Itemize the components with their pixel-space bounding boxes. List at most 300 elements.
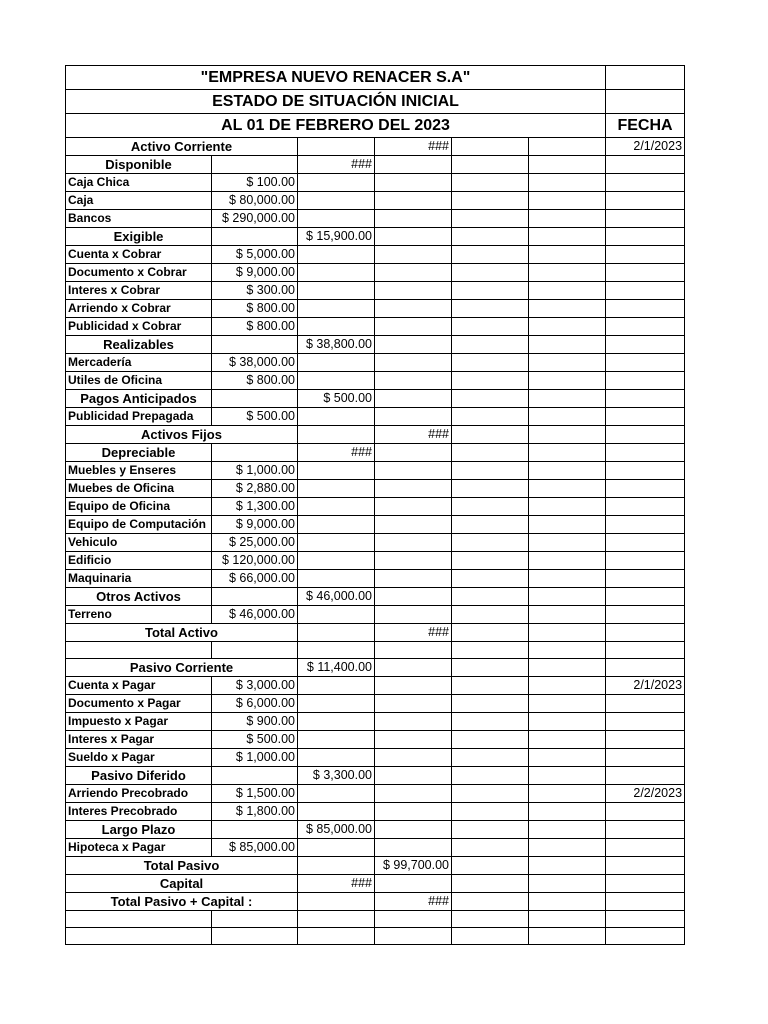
account-amount: $ 300.00: [212, 282, 298, 300]
empty-cell: [452, 695, 529, 713]
fecha-label: FECHA: [606, 114, 685, 138]
table-row: [66, 875, 685, 893]
empty-cell: [298, 695, 375, 713]
account-amount: $ 2,880.00: [212, 480, 298, 498]
empty-cell: [529, 336, 606, 354]
empty-cell: [606, 174, 685, 192]
account-name: Publicidad Prepagada: [66, 408, 212, 426]
title-empty-cell: [606, 66, 685, 90]
empty-cell: [606, 426, 685, 444]
empty-cell: [529, 552, 606, 570]
empty-cell: [375, 928, 452, 945]
account-amount: $ 80,000.00: [212, 192, 298, 210]
empty-cell: [298, 426, 375, 444]
table-row: [66, 156, 685, 174]
account-name: Cuenta x Pagar: [66, 677, 212, 695]
empty-cell: [452, 444, 529, 462]
empty-cell: [298, 749, 375, 767]
empty-cell: [375, 282, 452, 300]
empty-cell: [298, 516, 375, 534]
empty-cell: [452, 534, 529, 552]
subtotal-amount: $ 3,300.00: [298, 767, 375, 785]
empty-cell: [606, 606, 685, 624]
table-row: [66, 713, 685, 731]
empty-cell: [606, 408, 685, 426]
title-row-statement: [66, 90, 685, 114]
table-row: [66, 839, 685, 857]
table-row: [66, 174, 685, 192]
balance-table: [65, 65, 685, 945]
subtotal-amount: $ 15,900.00: [298, 228, 375, 246]
account-name: Edificio: [66, 552, 212, 570]
empty-cell: [375, 606, 452, 624]
empty-cell: [375, 570, 452, 588]
account-name: Impuesto x Pagar: [66, 713, 212, 731]
empty-cell: [298, 318, 375, 336]
empty-cell: [375, 480, 452, 498]
empty-cell: [375, 659, 452, 677]
empty-cell: [212, 767, 298, 785]
empty-cell: [375, 156, 452, 174]
empty-cell: [529, 138, 606, 156]
empty-cell: [606, 444, 685, 462]
account-amount: $ 46,000.00: [212, 606, 298, 624]
empty-cell: [529, 713, 606, 731]
table-row: [66, 390, 685, 408]
empty-cell: [452, 426, 529, 444]
empty-cell: [606, 156, 685, 174]
account-name: Muebes de Oficina: [66, 480, 212, 498]
empty-cell: [298, 174, 375, 192]
empty-cell: [529, 731, 606, 749]
account-amount: $ 1,000.00: [212, 462, 298, 480]
empty-cell: [606, 534, 685, 552]
empty-cell: [298, 803, 375, 821]
title-row-date: [66, 114, 685, 138]
section-heading: Activos Fijos: [66, 426, 298, 444]
empty-cell: [66, 642, 212, 659]
account-amount: $ 38,000.00: [212, 354, 298, 372]
empty-cell: [375, 354, 452, 372]
table-row: [66, 821, 685, 839]
empty-cell: [529, 749, 606, 767]
date-cell: 2/1/2023: [606, 138, 685, 156]
account-name: Sueldo x Pagar: [66, 749, 212, 767]
table-row: [66, 911, 685, 928]
empty-cell: [452, 192, 529, 210]
account-name: Interes x Cobrar: [66, 282, 212, 300]
empty-cell: [375, 677, 452, 695]
empty-cell: [529, 624, 606, 642]
empty-cell: [452, 911, 529, 928]
empty-cell: [452, 731, 529, 749]
empty-cell: [298, 192, 375, 210]
account-name: Equipo de Computación: [66, 516, 212, 534]
empty-cell: [606, 821, 685, 839]
account-name: Publicidad x Cobrar: [66, 318, 212, 336]
table-row: [66, 138, 685, 156]
empty-cell: [212, 390, 298, 408]
empty-cell: [375, 731, 452, 749]
subgroup-heading: Exigible: [66, 228, 212, 246]
table-row: [66, 928, 685, 945]
account-name: Utiles de Oficina: [66, 372, 212, 390]
empty-cell: [452, 246, 529, 264]
empty-cell: [452, 354, 529, 372]
empty-cell: [606, 803, 685, 821]
empty-cell: [452, 857, 529, 875]
empty-cell: [452, 893, 529, 911]
empty-cell: [452, 372, 529, 390]
empty-cell: [529, 767, 606, 785]
empty-cell: [606, 642, 685, 659]
table-row: [66, 534, 685, 552]
empty-cell: [452, 480, 529, 498]
empty-cell: [298, 911, 375, 928]
empty-cell: [529, 570, 606, 588]
company-name: "EMPRESA NUEVO RENACER S.A": [66, 66, 606, 90]
account-amount: $ 100.00: [212, 174, 298, 192]
table-row: [66, 444, 685, 462]
date-cell: 2/1/2023: [606, 677, 685, 695]
subtotal-amount: $ 500.00: [298, 390, 375, 408]
empty-cell: [529, 264, 606, 282]
section-heading: Total Pasivo: [66, 857, 298, 875]
account-amount: $ 500.00: [212, 731, 298, 749]
table-row: [66, 300, 685, 318]
empty-cell: [298, 408, 375, 426]
account-amount: $ 9,000.00: [212, 264, 298, 282]
empty-cell: [212, 228, 298, 246]
empty-cell: [298, 138, 375, 156]
empty-cell: [212, 444, 298, 462]
table-row: [66, 462, 685, 480]
empty-cell: [298, 246, 375, 264]
empty-cell: [298, 839, 375, 857]
account-name: Caja Chica: [66, 174, 212, 192]
empty-cell: [529, 893, 606, 911]
empty-cell: [606, 928, 685, 945]
empty-cell: [375, 300, 452, 318]
empty-cell: [529, 677, 606, 695]
empty-cell: [212, 588, 298, 606]
table-row: [66, 785, 685, 803]
empty-cell: [298, 498, 375, 516]
table-row: [66, 480, 685, 498]
table-row: [66, 767, 685, 785]
table-row: [66, 318, 685, 336]
empty-cell: [452, 552, 529, 570]
subgroup-heading: Pagos Anticipados: [66, 390, 212, 408]
account-amount: $ 6,000.00: [212, 695, 298, 713]
empty-cell: [529, 498, 606, 516]
date-cell: 2/2/2023: [606, 785, 685, 803]
empty-cell: [452, 624, 529, 642]
subgroup-heading: Disponible: [66, 156, 212, 174]
empty-cell: [375, 821, 452, 839]
empty-cell: [529, 156, 606, 174]
account-name: Interes Precobrado: [66, 803, 212, 821]
empty-cell: [529, 642, 606, 659]
subtotal-amount: $ 85,000.00: [298, 821, 375, 839]
empty-cell: [66, 928, 212, 945]
table-row: [66, 570, 685, 588]
empty-cell: [298, 480, 375, 498]
subtotal-amount: $ 46,000.00: [298, 588, 375, 606]
empty-cell: [375, 642, 452, 659]
account-amount: $ 66,000.00: [212, 570, 298, 588]
empty-cell: [375, 767, 452, 785]
table-row: [66, 695, 685, 713]
empty-cell: [529, 192, 606, 210]
empty-cell: [529, 444, 606, 462]
account-name: Documento x Cobrar: [66, 264, 212, 282]
section-heading: Capital: [66, 875, 298, 893]
balance-sheet: [65, 65, 684, 945]
empty-cell: [375, 210, 452, 228]
empty-cell: [606, 516, 685, 534]
empty-cell: [212, 336, 298, 354]
table-row: [66, 893, 685, 911]
empty-cell: [375, 246, 452, 264]
empty-cell: [606, 570, 685, 588]
account-amount: $ 120,000.00: [212, 552, 298, 570]
empty-cell: [529, 857, 606, 875]
empty-cell: [375, 192, 452, 210]
subtotal-amount: $ 11,400.00: [298, 659, 375, 677]
subtotal-amount: ###: [298, 444, 375, 462]
empty-cell: [298, 570, 375, 588]
empty-cell: [212, 156, 298, 174]
empty-cell: [375, 713, 452, 731]
empty-cell: [375, 875, 452, 893]
total-amount: ###: [375, 138, 452, 156]
empty-cell: [529, 174, 606, 192]
account-name: Arriendo x Cobrar: [66, 300, 212, 318]
account-name: Bancos: [66, 210, 212, 228]
empty-cell: [606, 480, 685, 498]
total-amount: ###: [375, 893, 452, 911]
empty-cell: [452, 588, 529, 606]
account-name: Vehiculo: [66, 534, 212, 552]
empty-cell: [452, 659, 529, 677]
total-amount: ###: [375, 624, 452, 642]
empty-cell: [529, 911, 606, 928]
empty-cell: [375, 695, 452, 713]
empty-cell: [606, 875, 685, 893]
section-heading: Total Activo: [66, 624, 298, 642]
account-name: Terreno: [66, 606, 212, 624]
table-row: [66, 408, 685, 426]
empty-cell: [606, 624, 685, 642]
empty-cell: [606, 354, 685, 372]
empty-cell: [606, 839, 685, 857]
empty-cell: [212, 821, 298, 839]
empty-cell: [452, 282, 529, 300]
empty-cell: [375, 498, 452, 516]
table-row: [66, 516, 685, 534]
empty-cell: [529, 928, 606, 945]
empty-cell: [529, 480, 606, 498]
account-amount: $ 800.00: [212, 372, 298, 390]
empty-cell: [452, 839, 529, 857]
account-name: Muebles y Enseres: [66, 462, 212, 480]
total-amount: ###: [375, 426, 452, 444]
empty-cell: [375, 444, 452, 462]
empty-cell: [212, 642, 298, 659]
empty-cell: [452, 516, 529, 534]
table-row: [66, 282, 685, 300]
empty-cell: [375, 588, 452, 606]
subtotal-amount: $ 38,800.00: [298, 336, 375, 354]
empty-cell: [606, 282, 685, 300]
empty-cell: [529, 408, 606, 426]
statement-title: ESTADO DE SITUACIÓN INICIAL: [66, 90, 606, 114]
account-name: Arriendo Precobrado: [66, 785, 212, 803]
table-row: [66, 857, 685, 875]
table-row: [66, 659, 685, 677]
account-amount: $ 85,000.00: [212, 839, 298, 857]
empty-cell: [452, 138, 529, 156]
table-row: [66, 372, 685, 390]
empty-cell: [452, 174, 529, 192]
table-row: [66, 552, 685, 570]
empty-cell: [606, 695, 685, 713]
empty-cell: [529, 785, 606, 803]
empty-cell: [452, 785, 529, 803]
empty-cell: [298, 372, 375, 390]
empty-cell: [452, 318, 529, 336]
empty-cell: [529, 839, 606, 857]
empty-cell: [606, 911, 685, 928]
account-amount: $ 800.00: [212, 318, 298, 336]
table-row: [66, 426, 685, 444]
empty-cell: [452, 821, 529, 839]
account-amount: $ 1,500.00: [212, 785, 298, 803]
account-amount: $ 25,000.00: [212, 534, 298, 552]
empty-cell: [606, 713, 685, 731]
empty-cell: [298, 354, 375, 372]
account-name: Mercadería: [66, 354, 212, 372]
empty-cell: [529, 462, 606, 480]
empty-cell: [529, 516, 606, 534]
empty-cell: [298, 552, 375, 570]
table-row: [66, 606, 685, 624]
account-amount: $ 1,300.00: [212, 498, 298, 516]
empty-cell: [298, 731, 375, 749]
empty-cell: [529, 695, 606, 713]
empty-cell: [452, 264, 529, 282]
table-row: [66, 803, 685, 821]
empty-cell: [452, 875, 529, 893]
empty-cell: [298, 785, 375, 803]
account-name: Equipo de Oficina: [66, 498, 212, 516]
empty-cell: [452, 928, 529, 945]
empty-cell: [606, 857, 685, 875]
table-row: [66, 677, 685, 695]
empty-cell: [529, 426, 606, 444]
section-heading: Activo Corriente: [66, 138, 298, 156]
empty-cell: [452, 749, 529, 767]
empty-cell: [298, 857, 375, 875]
subgroup-heading: Depreciable: [66, 444, 212, 462]
empty-cell: [375, 336, 452, 354]
subgroup-heading: Pasivo Diferido: [66, 767, 212, 785]
empty-cell: [606, 659, 685, 677]
empty-cell: [529, 228, 606, 246]
empty-cell: [606, 893, 685, 911]
empty-cell: [529, 803, 606, 821]
account-amount: $ 800.00: [212, 300, 298, 318]
empty-cell: [606, 228, 685, 246]
empty-cell: [375, 264, 452, 282]
empty-cell: [606, 210, 685, 228]
empty-cell: [529, 354, 606, 372]
empty-cell: [529, 246, 606, 264]
empty-cell: [375, 534, 452, 552]
empty-cell: [375, 803, 452, 821]
empty-cell: [606, 749, 685, 767]
table-row: [66, 192, 685, 210]
table-row: [66, 731, 685, 749]
account-amount: $ 290,000.00: [212, 210, 298, 228]
empty-cell: [298, 282, 375, 300]
empty-cell: [606, 192, 685, 210]
empty-cell: [529, 372, 606, 390]
empty-cell: [606, 318, 685, 336]
account-name: Cuenta x Cobrar: [66, 246, 212, 264]
empty-cell: [529, 821, 606, 839]
table-row: [66, 588, 685, 606]
empty-cell: [606, 264, 685, 282]
empty-cell: [298, 928, 375, 945]
empty-cell: [298, 642, 375, 659]
account-amount: $ 5,000.00: [212, 246, 298, 264]
empty-cell: [375, 318, 452, 336]
empty-cell: [375, 228, 452, 246]
empty-cell: [375, 408, 452, 426]
empty-cell: [452, 803, 529, 821]
empty-cell: [529, 282, 606, 300]
subtotal-amount: ###: [298, 875, 375, 893]
empty-cell: [606, 767, 685, 785]
table-row: [66, 354, 685, 372]
empty-cell: [298, 713, 375, 731]
empty-cell: [452, 713, 529, 731]
table-row: [66, 642, 685, 659]
table-row: [66, 624, 685, 642]
empty-cell: [606, 336, 685, 354]
empty-cell: [212, 911, 298, 928]
account-name: Maquinaria: [66, 570, 212, 588]
empty-cell: [606, 588, 685, 606]
empty-cell: [529, 318, 606, 336]
subgroup-heading: Otros Activos: [66, 588, 212, 606]
empty-cell: [66, 911, 212, 928]
empty-cell: [529, 659, 606, 677]
table-row: [66, 246, 685, 264]
empty-cell: [606, 300, 685, 318]
empty-cell: [606, 498, 685, 516]
empty-cell: [452, 767, 529, 785]
statement-date: AL 01 DE FEBRERO DEL 2023: [66, 114, 606, 138]
empty-cell: [529, 875, 606, 893]
empty-cell: [298, 677, 375, 695]
subgroup-heading: Largo Plazo: [66, 821, 212, 839]
empty-cell: [452, 300, 529, 318]
empty-cell: [452, 228, 529, 246]
section-heading: Pasivo Corriente: [66, 659, 298, 677]
